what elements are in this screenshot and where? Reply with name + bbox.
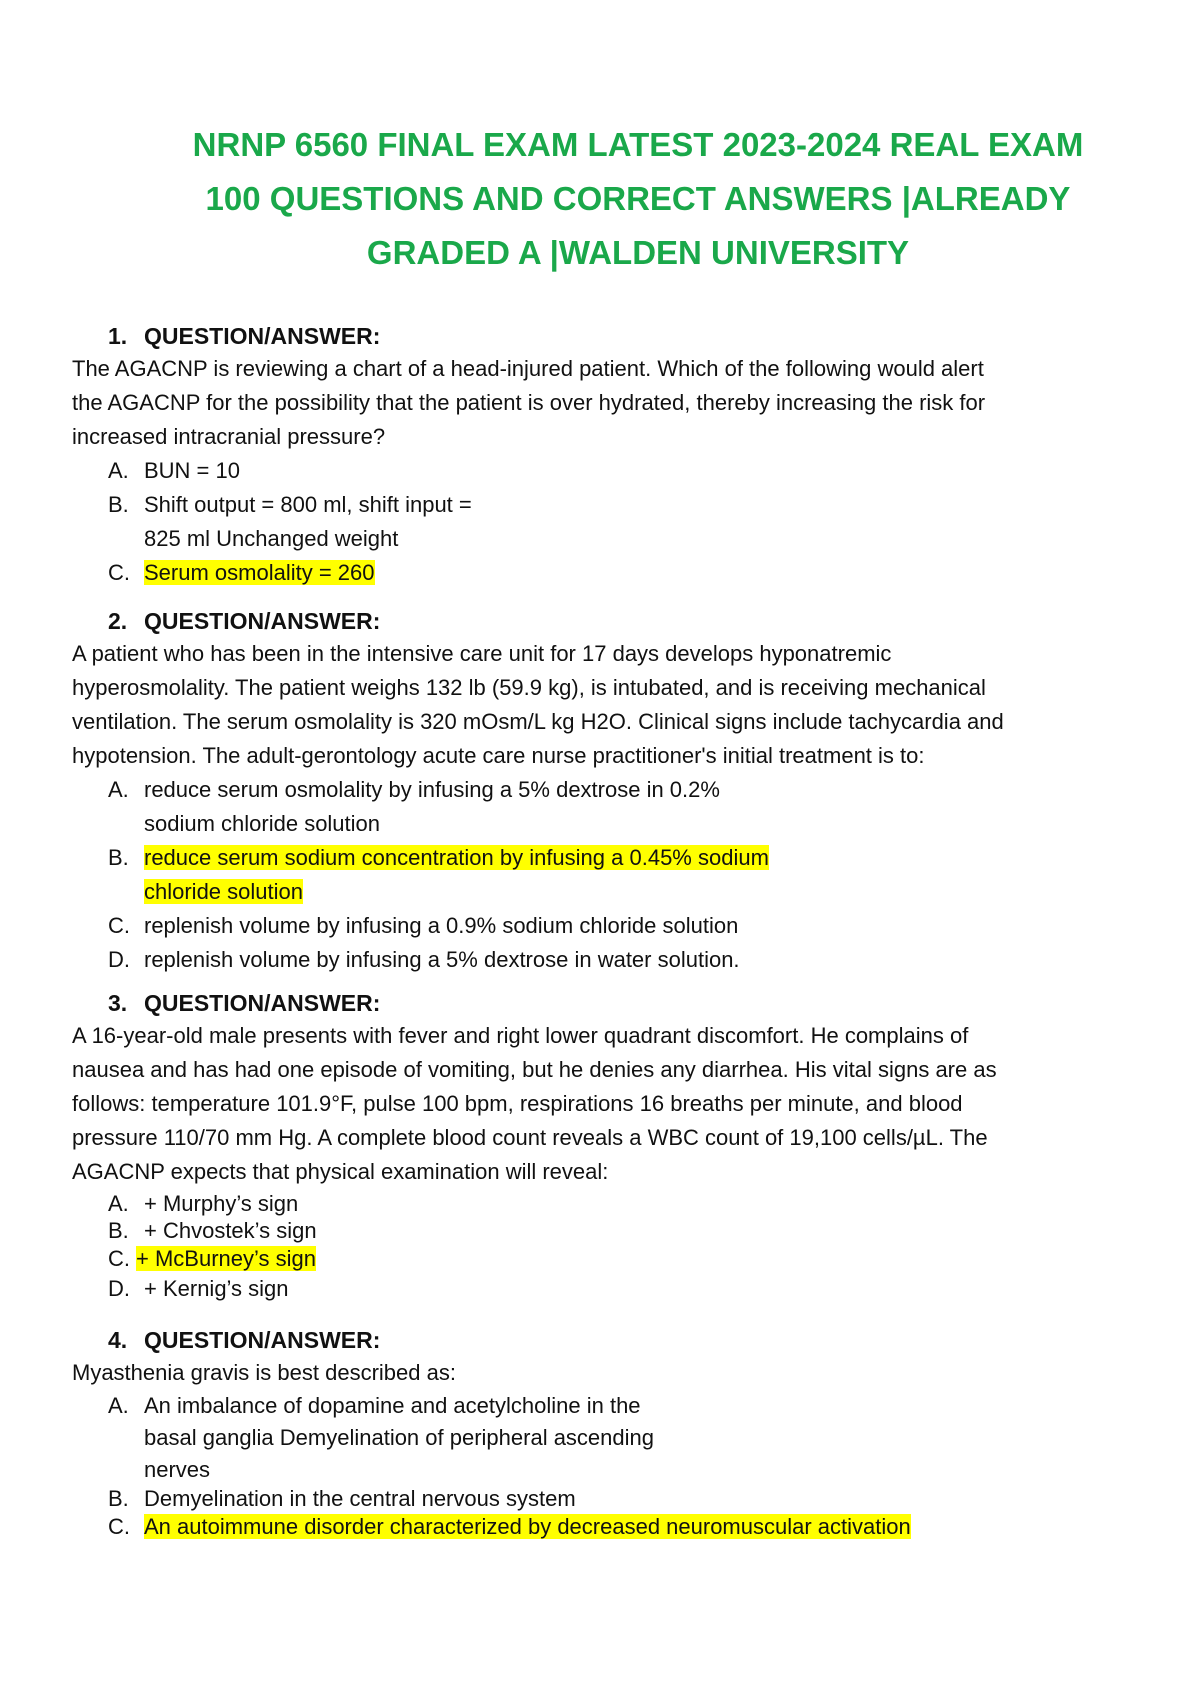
title-line: NRNP 6560 FINAL EXAM LATEST 2023-2024 REAL EXAM: [192, 126, 1084, 163]
answer-option-c-correct: C. Serum osmolality = 260: [108, 560, 375, 585]
answer-option-b: B. Demyelination in the central nervous system: [108, 1486, 576, 1511]
answer-option-a: A. BUN = 10: [108, 458, 240, 483]
question-heading: 3. QUESTION/ANSWER:: [108, 990, 381, 1016]
answer-option-d: D. replenish volume by infusing a 5% dextrose in water solution.: [108, 947, 740, 972]
question-text: The AGACNP is reviewing a chart of a head-injured patient. Which of the following would alert the AGACNP for the possibility that the patient is over hydrated, thereby increasing the risk for increased intracranial pressure?: [72, 356, 986, 449]
question-text: A patient who has been in the intensive care unit for 17 days develops hyponatremic hyperosmolality. The patient weighs 132 lb (59.9 kg), is intubated, and is receiving mechanical ventilation. The serum osmolality is 320 mOsm/L kg H2O. Clinical signs include tachycardia and hypotension. The adult-gerontology acute care nurse practitioner's initial treatment is to:: [72, 641, 1004, 768]
answer-option-c-correct: C. An autoimmune disorder characterized by decreased neuromuscular activation: [108, 1514, 911, 1539]
highlighted-answer: + McBurney’s sign: [136, 1246, 316, 1271]
question-4: [72, 1324, 1152, 1542]
highlighted-answer: chloride solution: [144, 879, 303, 904]
question-3: [72, 987, 1152, 1304]
document-title: [118, 118, 1158, 280]
title-line: GRADED A |WALDEN UNIVERSITY: [366, 234, 910, 271]
answer-option-a: A. + Murphy’s sign: [108, 1191, 299, 1216]
question-1: [72, 320, 1152, 590]
highlighted-answer: reduce serum sodium concentration by infusing a 0.45% sodium: [144, 845, 769, 870]
question-heading: 1. QUESTION/ANSWER:: [108, 323, 381, 349]
answer-option-b: B. + Chvostek’s sign: [108, 1218, 317, 1243]
title-line: 100 QUESTIONS AND CORRECT ANSWERS |ALREADY: [205, 180, 1071, 217]
answer-option-a: A. reduce serum osmolality by infusing a 5% dextrose in 0.2% sodium chloride solution: [108, 777, 720, 836]
answer-option-d: D. + Kernig’s sign: [108, 1276, 289, 1301]
answer-options: [72, 1390, 1152, 1542]
highlighted-answer: An autoimmune disorder characterized by decreased neuromuscular activation: [144, 1514, 911, 1539]
highlighted-answer: Serum osmolality = 260: [144, 560, 375, 585]
question-heading: 4. QUESTION/ANSWER:: [108, 1327, 381, 1353]
answer-options: [72, 454, 1152, 590]
question-text: A 16-year-old male presents with fever and right lower quadrant discomfort. He complains of nausea and has had one episode of vomiting, but he denies any diarrhea. His vital signs are as follows: temperature 101.9°F, pulse 100 bpm, respirations 16 breaths per minute, and blood pressure 110/70 mm Hg. A complete blood count reveals a WBC count of 19,100 cells/µL. The AGACNP expects that physical examination will reveal:: [72, 1023, 997, 1184]
question-text: Myasthenia gravis is best described as:: [72, 1360, 456, 1385]
question-heading: 2. QUESTION/ANSWER:: [108, 608, 381, 634]
answer-options: [72, 773, 1152, 977]
answer-option-b: B. Shift output = 800 ml, shift input = 825 ml Unchanged weight: [108, 492, 472, 551]
answer-option-a: A. An imbalance of dopamine and acetylcholine in the basal ganglia Demyelination of peripheral ascending nerves: [108, 1393, 654, 1482]
question-2: [72, 605, 1152, 977]
answer-option-c-correct: C. + McBurney’s sign: [108, 1246, 316, 1271]
answer-option-b-correct: B. reduce serum sodium concentration by infusing a 0.45% sodium chloride solution: [108, 845, 769, 904]
answer-options: [72, 1189, 1152, 1304]
answer-option-c: C. replenish volume by infusing a 0.9% sodium chloride solution: [108, 913, 739, 938]
